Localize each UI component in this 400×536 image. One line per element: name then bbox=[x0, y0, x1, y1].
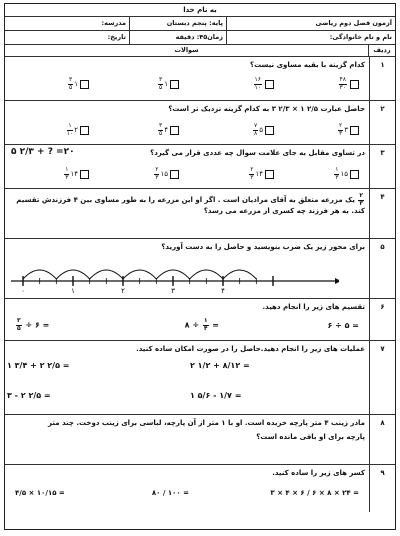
axis-label-1: ۱ bbox=[71, 287, 75, 295]
checkbox[interactable] bbox=[80, 170, 89, 179]
option-b[interactable]: ۱۴ $\frac{۲}{۳}$ bbox=[248, 167, 274, 181]
question-text-line-1: $\frac{۲}{۳}$ یک مزرعه متعلق به آقای مرادیان است . اگر او این مزرعه را به طور مساوی بین ۴ فرزندش تقسیم bbox=[16, 192, 363, 207]
simplify-3: ۴/۵ × ۱۰/۱۵ = bbox=[15, 489, 65, 497]
axis-labels bbox=[21, 287, 225, 295]
option-b[interactable]: $\frac{۱۶}{۱۰}$ bbox=[253, 77, 274, 91]
checkbox[interactable] bbox=[170, 170, 179, 179]
checkbox[interactable] bbox=[265, 80, 274, 89]
exercise-2: ۸ ÷ $\frac{۱}{۴}$ = bbox=[184, 317, 219, 332]
question-8 bbox=[5, 415, 395, 465]
question-text: برای محور زیر یک ضرب بنویسید و حاصل را به دست آورید؟ bbox=[161, 243, 365, 251]
questions-heading: سوالات bbox=[174, 46, 199, 54]
axis-arrow bbox=[335, 278, 339, 284]
simplify-1: ۳ × ۴ × ۶ / ۶ × ۸ × ۲۴ = bbox=[270, 489, 359, 497]
operation-1: ۱ ۳/۴ + ۲ ۲/۵ = bbox=[7, 361, 70, 370]
header-row-1 bbox=[5, 17, 395, 31]
grade-field: پایه: پنجم دبستان bbox=[129, 17, 226, 30]
question-number: ۸ bbox=[369, 415, 395, 464]
jump-arc bbox=[123, 270, 156, 279]
option-d[interactable]: ۱۴ $\frac{۱}{۳}$ bbox=[63, 167, 89, 181]
option-d[interactable]: ۱ $\frac{۳}{۵}$ bbox=[67, 77, 89, 91]
question-number: ۷ bbox=[369, 341, 395, 414]
question-number: ۶ bbox=[369, 299, 395, 340]
question-1 bbox=[5, 57, 395, 101]
question-text: در تساوی مقابل به جای علامت سوال چه عددی قرار می گیرد؟ bbox=[150, 149, 365, 157]
exercise-3: $\frac{۳}{۵}$ ÷ ۶ = bbox=[17, 317, 50, 332]
date-field: تاریخ: bbox=[107, 33, 126, 41]
question-4 bbox=[5, 189, 395, 239]
jump-arc bbox=[190, 270, 223, 279]
checkbox[interactable] bbox=[350, 170, 359, 179]
simplify-2: ۸۰ / ۱۰۰ = bbox=[151, 489, 189, 497]
question-3 bbox=[5, 145, 395, 189]
question-7 bbox=[5, 341, 395, 415]
option-a[interactable]: $\frac{۴۸}{۳۰}$ bbox=[338, 77, 359, 91]
question-5 bbox=[5, 239, 395, 299]
checkbox[interactable] bbox=[80, 126, 89, 135]
jump-arcs bbox=[23, 270, 256, 279]
student-name-field: نام و نام خانوادگی: bbox=[226, 31, 395, 44]
header-row-2 bbox=[5, 31, 395, 45]
school-field: مدرسه: bbox=[101, 19, 126, 27]
operation-4: ۱ ۵/۶ - ۱/۷ = bbox=[190, 391, 242, 400]
option-a[interactable]: ۳ $\frac{۲}{۳}$ bbox=[337, 123, 359, 137]
question-text: تقسیم های زیر را انجام دهید. bbox=[262, 303, 365, 311]
checkbox[interactable] bbox=[265, 126, 274, 135]
question-2 bbox=[5, 101, 395, 145]
option-b[interactable]: ۵ $\frac{۷}{۸}$ bbox=[252, 123, 274, 137]
checkbox[interactable] bbox=[350, 126, 359, 135]
time-field: زمان۴۵: دقیقه bbox=[129, 31, 226, 44]
question-number: ۹ bbox=[369, 465, 395, 512]
jump-arc bbox=[223, 270, 256, 279]
jump-arc bbox=[90, 270, 123, 279]
question-number: ۱ bbox=[369, 57, 395, 100]
operation-2: ۲ ۱/۲ + ۸/۱۲ = bbox=[190, 361, 250, 370]
header-top: به نام خدا bbox=[5, 4, 395, 17]
question-number: ۴ bbox=[369, 189, 395, 238]
exercise-1: ۶ ÷ ۵ = bbox=[327, 321, 359, 330]
question-text-line-1: مادر زینب ۴ متر پارچه خریده است. او با ۱ متر از آن پارچه، لباسی برای زینب دوخت. چند متر bbox=[47, 419, 365, 427]
exam-title: آزمون فصل دوم ریاضی bbox=[226, 17, 395, 30]
checkbox[interactable] bbox=[350, 80, 359, 89]
option-a[interactable]: ۱۵ $\frac{۱}{۳}$ bbox=[333, 167, 359, 181]
option-c[interactable]: ۱۵ $\frac{۲}{۳}$ bbox=[153, 167, 179, 181]
option-c[interactable]: ۴ $\frac{۳}{۵}$ bbox=[157, 123, 179, 137]
question-number: ۵ bbox=[369, 239, 395, 298]
question-9 bbox=[5, 465, 395, 512]
question-text: حاصل عبارت ۳ ۲/۳ × ۱ ۲/۵ به کدام گزینه نزدیک تر است؟ bbox=[168, 105, 365, 113]
row-heading: ردیف bbox=[368, 45, 395, 56]
table-head bbox=[5, 45, 395, 57]
question-text: عملیات های زیر را انجام دهید.حاصل را در صورت امکان ساده کنید. bbox=[136, 345, 365, 353]
checkbox[interactable] bbox=[170, 126, 179, 135]
checkbox[interactable] bbox=[265, 170, 274, 179]
question-number: ۳ bbox=[369, 145, 395, 188]
question-text-line-2: پارچه برای او باقی مانده است؟ bbox=[256, 433, 365, 441]
worksheet bbox=[4, 3, 396, 530]
checkbox[interactable] bbox=[80, 80, 89, 89]
operation-3: ۳ - ۲ ۲/۵ = bbox=[7, 391, 51, 400]
option-d[interactable]: ۲ $\frac{۱}{۱۰}$ bbox=[66, 123, 89, 137]
option-c[interactable]: ۱ $\frac{۳}{۵}$ bbox=[157, 77, 179, 91]
question-6 bbox=[5, 299, 395, 341]
question-text: کدام گزینه با بقیه مساوی نیست؟ bbox=[250, 61, 365, 69]
equation: ۵ ۲/۳ + ? =۲۰ bbox=[11, 147, 75, 157]
axis-label-4: ۴ bbox=[221, 287, 225, 295]
jump-arc bbox=[23, 270, 56, 279]
axis-label-3: ۳ bbox=[171, 287, 175, 295]
axis-label-2: ۲ bbox=[121, 287, 125, 295]
question-text-line-2: کند. به هر فرزند چه کسری از مزرعه می رسد؟ bbox=[203, 207, 365, 215]
question-number: ۲ bbox=[369, 101, 395, 144]
checkbox[interactable] bbox=[170, 80, 179, 89]
axis-label-0: ۰ bbox=[21, 287, 25, 295]
question-text: کسر های زیر را ساده کنید. bbox=[272, 469, 365, 477]
number-line bbox=[9, 257, 339, 297]
